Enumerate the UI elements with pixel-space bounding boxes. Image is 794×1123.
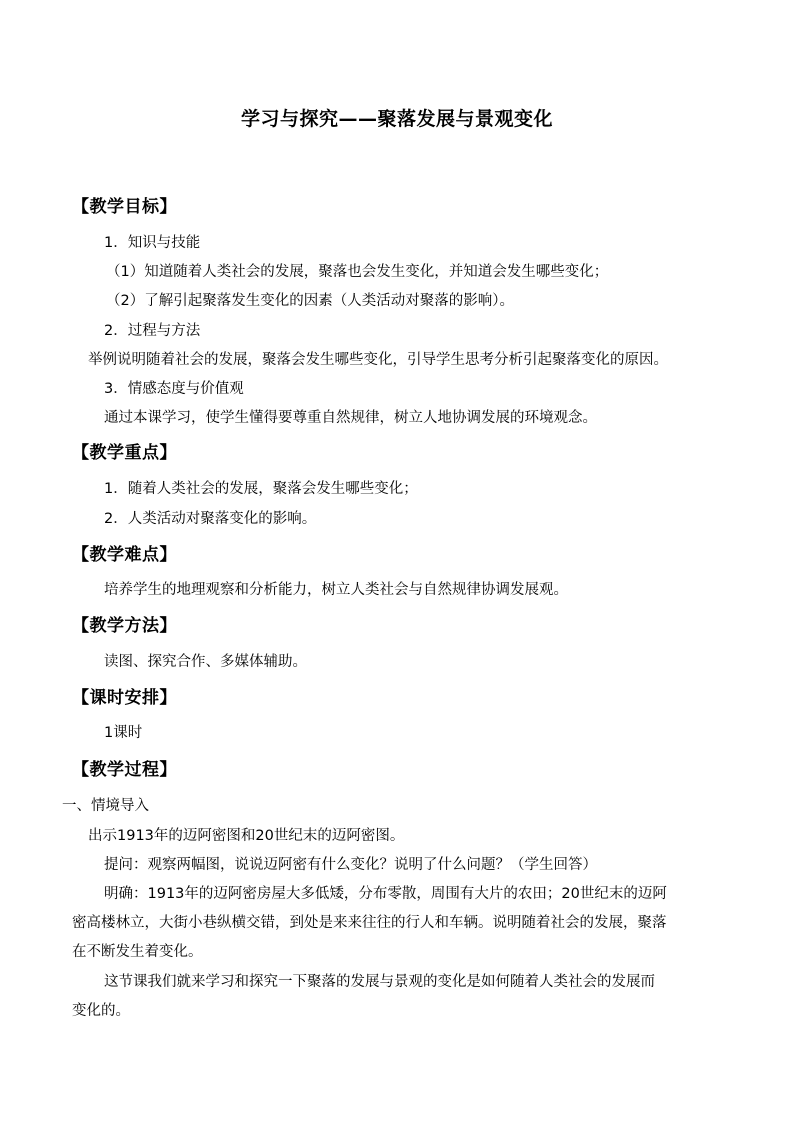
goals-line-2: （1）知道随着人类社会的发展，聚落也会发生变化，并知道会发生哪些变化；	[106, 264, 609, 280]
difficulties-line-1: 培养学生的地理观察和分析能力，树立人类社会与自然规律协调发展观。	[104, 582, 568, 598]
section-heading-methods: 【教学方法】	[72, 616, 177, 636]
section-heading-key-points: 【教学重点】	[72, 443, 177, 463]
goals-line-6: 3．情感态度与价值观	[104, 381, 244, 397]
goals-line-5: 举例说明随着社会的发展，聚落会发生哪些变化，引导学生思考分析引起聚落变化的原因。	[88, 352, 668, 368]
process-line-1: 一、情境导入	[62, 798, 149, 814]
key-points-line-1: 1．随着人类社会的发展，聚落会发生哪些变化；	[104, 481, 418, 497]
process-line-7: 这节课我们就来学习和探究一下聚落的发展与景观的变化是如何随着人类社会的发展而	[104, 974, 655, 990]
key-points-line-2: 2．人类活动对聚落变化的影响。	[104, 511, 317, 527]
goals-line-1: 1．知识与技能	[104, 235, 201, 251]
goals-line-7: 通过本课学习，使学生懂得要尊重自然规律，树立人地协调发展的环境观念。	[104, 410, 597, 426]
section-heading-difficulties: 【教学难点】	[72, 545, 177, 565]
process-line-3: 提问：观察两幅图，说说迈阿密有什么变化？说明了什么问题？（学生回答）	[104, 857, 597, 873]
methods-line-1: 读图、探究合作、多媒体辅助。	[104, 654, 307, 670]
process-line-5: 密高楼林立，大街小巷纵横交错，到处是来来往往的行人和车辆。说明随着社会的发展，聚落	[72, 915, 667, 931]
schedule-line-1: 1课时	[104, 725, 143, 741]
section-heading-process: 【教学过程】	[72, 760, 177, 780]
process-line-8: 变化的。	[72, 1003, 130, 1019]
process-line-4: 明确：1913年的迈阿密房屋大多低矮，分布零散，周围有大片的农田；20世纪末的迈阿	[104, 886, 667, 902]
process-line-6: 在不断发生着变化。	[72, 944, 203, 960]
process-line-2: 出示1913年的迈阿密图和20世纪末的迈阿密图。	[88, 828, 405, 844]
section-heading-schedule: 【课时安排】	[72, 688, 177, 708]
document-title: 学习与探究——聚落发展与景观变化	[240, 108, 553, 130]
section-heading-goals: 【教学目标】	[72, 197, 177, 217]
goals-line-4: 2．过程与方法	[104, 323, 201, 339]
goals-line-3: （2）了解引起聚落发生变化的因素（人类活动对聚落的影响）。	[106, 293, 514, 309]
